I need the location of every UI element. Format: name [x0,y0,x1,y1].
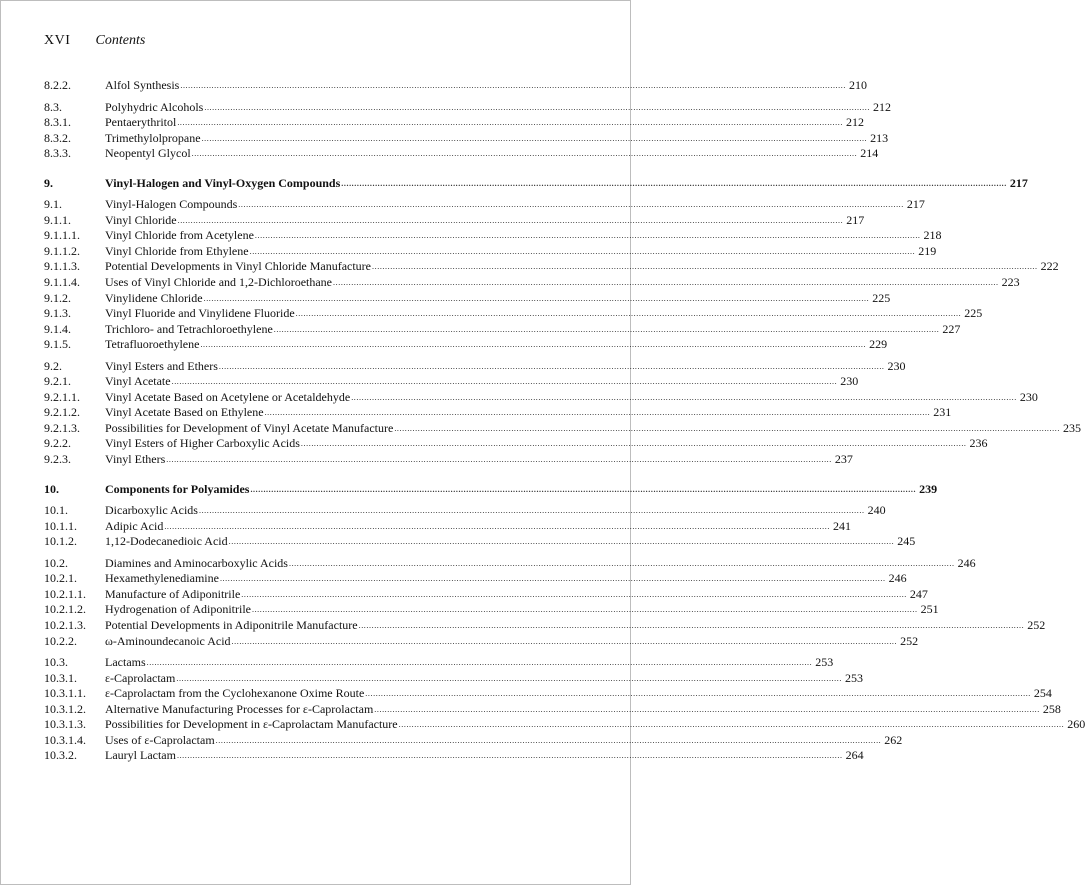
toc-dot-leader [203,291,871,307]
toc-section-number: 9.1.3. [44,306,71,321]
toc-section-number: 10.1. [44,503,68,518]
toc-section-title: Vinyl Chloride from Acetylene [105,228,254,243]
toc-section-title: Possibilities for Development of Vinyl Acetate Manufacture [105,420,394,435]
toc-entry[interactable] [44,655,834,671]
toc-section-title: Manufacture of Adiponitrile [105,586,241,601]
toc-section-number: 10.3. [44,655,68,670]
toc-section-number: 9.1.1.4. [44,275,80,290]
toc-entry[interactable] [44,452,853,468]
toc-section-number: 9.2.1.1. [44,389,80,404]
toc-entry[interactable] [44,374,859,390]
toc-entry[interactable] [44,420,1081,437]
toc-dot-leader [177,213,845,229]
toc-section-title: Vinyl Chloride from Ethylene [105,243,249,258]
toc-page-number: 213 [870,130,889,145]
toc-section-number: 9.1.1.3. [44,259,80,274]
toc-section-title: Alfol Synthesis [105,78,180,92]
toc-page-number: 219 [918,243,937,258]
toc-dot-leader [273,322,941,338]
toc-dot-leader [198,503,866,519]
toc-dot-leader [251,602,919,618]
toc-section-number: 8.3.2. [44,130,71,145]
toc-dot-leader [237,197,905,213]
toc-dot-leader [295,306,963,322]
toc-dot-leader [300,436,968,452]
toc-dot-leader [371,259,1039,275]
toc-section-title: Vinylidene Chloride [105,290,203,305]
toc-section-title: Lauryl Lactam [105,748,176,763]
toc-section-title: Vinyl-Halogen Compounds [105,197,238,212]
toc-section-title: Alternative Manufacturing Processes for ε-Caprolactam [105,701,374,716]
toc-page-number: 231 [933,405,952,420]
toc-section-number: 10.2. [44,555,68,570]
toc-page-number: 212 [872,99,891,114]
toc-entry[interactable] [44,78,867,94]
toc-section-title: Dicarboxylic Acids [105,503,198,518]
toc-entry[interactable] [44,243,937,260]
toc-dot-leader [240,587,908,603]
toc-section-number: 9.2.1.3. [44,420,80,435]
toc-dot-leader [203,100,871,116]
toc-section-title: Trimethylolpropane [105,130,201,145]
toc-section-title: Components for Polyamides [105,481,250,496]
toc-entry[interactable] [44,717,1085,733]
toc-entry[interactable] [44,633,919,650]
toc-entry[interactable] [44,518,851,535]
toc-section-number: 8.2.2. [44,78,71,92]
toc-page-number: 252 [1027,617,1046,632]
toc-dot-leader [249,482,917,498]
toc-page-number: 246 [957,555,976,570]
toc-page-number: 214 [860,146,879,161]
toc-dot-leader [176,115,844,131]
toc-entry[interactable] [44,99,891,116]
toc-page-number: 237 [834,452,853,467]
toc-page-number: 262 [884,732,903,747]
toc-section-number: 8.3.1. [44,115,71,130]
toc-page-number: 227 [942,321,961,336]
toc-dot-leader [364,686,1032,702]
toc-page-number: 225 [964,306,983,321]
toc-page-number: 217 [846,212,865,227]
toc-entry[interactable] [44,197,925,213]
toc-page-number: 223 [1001,275,1020,290]
toc-section-number: 10.2.1.1. [44,586,86,601]
toc-chapter-entry[interactable] [44,175,1028,192]
toc-page-number: 230 [887,358,906,373]
toc-section-number: 10.3.1.2. [44,701,86,716]
toc-dot-leader [191,146,859,162]
toc-section-number: 10.2.2. [44,633,77,648]
toc-section-title: Vinyl Ethers [105,452,166,467]
toc-section-number: 8.3.3. [44,146,71,161]
toc-section-title: Vinyl-Halogen and Vinyl-Oxygen Compounds [105,175,341,190]
toc-entry[interactable] [44,228,942,244]
toc-section-title: 1,12-Dodecanedioic Acid [105,534,228,549]
toc-section-title: Possibilities for Development in ε-Caprolactam Manufacture [105,717,398,732]
toc-entry[interactable] [44,503,886,519]
toc-section-title: Vinyl Acetate [105,374,171,389]
toc-dot-leader [179,78,847,94]
toc-page-number: 225 [872,290,891,305]
toc-chapter-entry[interactable] [44,481,938,498]
toc-section-title: Lactams [105,655,146,670]
toc-page-number: 229 [869,337,888,352]
toc-section-number: 10.2.1.2. [44,602,86,617]
toc-section-title: Trichloro- and Tetrachloroethylene [105,321,273,336]
table-of-contents [44,78,1085,764]
toc-page-number: 218 [923,228,942,243]
toc-dot-leader [228,534,896,550]
toc-page-number: 239 [919,481,938,496]
toc-entry[interactable] [44,275,1020,291]
toc-page-number: 235 [1062,420,1081,435]
toc-entry[interactable] [44,748,864,764]
toc-page-number: 222 [1040,259,1059,274]
toc-section-number: 9.1. [44,197,62,212]
toc-section-number: 9. [44,175,53,190]
toc-entry[interactable] [44,115,864,131]
toc-page-number: 217 [1009,175,1028,190]
toc-section-number: 10.3.1.1. [44,686,86,701]
toc-entry[interactable] [44,732,903,749]
toc-dot-leader [215,733,883,749]
toc-section-title: Hydrogenation of Adiponitrile [105,602,251,617]
toc-section-number: 8.3. [44,99,62,114]
toc-page-number: 247 [909,586,928,601]
toc-section-number: 9.2. [44,358,62,373]
toc-entry[interactable] [44,358,906,375]
toc-entry[interactable] [44,701,1061,718]
toc-section-number: 10.3.2. [44,748,77,763]
toc-section-title: Potential Developments in Vinyl Chloride Manufacture [105,259,372,274]
toc-entry[interactable] [44,337,888,353]
toc-page-number: 230 [840,374,859,389]
toc-entry[interactable] [44,321,961,338]
toc-section-number: 10.3.1.4. [44,732,86,747]
toc-page-number: 241 [832,518,851,533]
toc-page-number: 217 [906,197,925,212]
toc-dot-leader [171,374,839,390]
toc-entry[interactable] [44,686,1052,702]
toc-entry[interactable] [44,130,889,147]
toc-section-number: 9.1.2. [44,290,71,305]
toc-section-title: Vinyl Fluoride and Vinylidene Fluoride [105,306,295,321]
toc-section-title: Uses of ε-Caprolactam [105,732,215,747]
page-number: XVI [44,33,71,48]
toc-section-title: Potential Developments in Adiponitrile Manufacture [105,617,358,632]
toc-entry[interactable] [44,290,891,307]
toc-section-title: Vinyl Acetate Based on Ethylene [105,405,264,420]
toc-page-number: 236 [969,436,988,451]
toc-page-number: 253 [844,670,863,685]
toc-dot-leader [358,618,1026,634]
toc-section-number: 10.3.1. [44,670,77,685]
toc-page-number: 212 [845,115,864,130]
toc-page-number: 251 [920,602,939,617]
toc-dot-leader [231,634,899,650]
toc-dot-leader [288,556,956,572]
toc-section-number: 10.2.1.3. [44,617,86,632]
toc-entry[interactable] [44,617,1046,634]
toc-section-title: Tetrafluoroethylene [105,337,200,352]
toc-entry[interactable] [44,146,879,162]
toc-dot-leader [350,390,1018,406]
toc-section-number: 10.1.1. [44,518,77,533]
toc-section-title: Diamines and Aminocarboxylic Acids [105,555,288,570]
toc-page-number: 240 [867,503,886,518]
toc-section-title: Vinyl Chloride [105,212,177,227]
toc-dot-leader [219,571,887,587]
toc-page-number: 258 [1042,701,1061,716]
toc-section-title: Polyhydric Alcohols [105,99,204,114]
toc-dot-leader [340,176,1008,192]
toc-entry[interactable] [44,405,952,421]
toc-page-number: 260 [1067,717,1085,732]
toc-entry[interactable] [44,555,976,572]
toc-page-number: 254 [1033,686,1052,701]
toc-section-title: Adipic Acid [105,518,164,533]
running-title: Contents [95,33,146,48]
toc-entry[interactable] [44,436,988,452]
toc-dot-leader [201,131,869,147]
toc-entry[interactable] [44,534,916,550]
toc-entry[interactable] [44,212,865,229]
toc-dot-leader [249,244,917,260]
toc-entry[interactable] [44,259,1059,275]
toc-section-number: 9.1.5. [44,337,71,352]
toc-section-title: Neopentyl Glycol [105,146,191,161]
toc-section-title: ω-Aminoundecanoic Acid [105,633,231,648]
toc-section-number: 9.2.2. [44,436,71,451]
toc-section-title: Uses of Vinyl Chloride and 1,2-Dichloroethane [105,275,333,290]
running-header [44,33,145,49]
toc-section-title: Vinyl Esters of Higher Carboxylic Acids [105,436,300,451]
toc-dot-leader [146,655,814,671]
toc-section-title: Pentaerythritol [105,115,177,130]
toc-page-number: 264 [845,748,864,763]
toc-section-title: ε-Caprolactam [105,670,176,685]
toc-section-number: 9.1.4. [44,321,71,336]
toc-section-title: Vinyl Acetate Based on Acetylene or Acetaldehyde [105,389,351,404]
toc-section-number: 9.2.1.2. [44,405,80,420]
toc-section-title: Vinyl Esters and Ethers [105,358,218,373]
toc-entry[interactable] [44,670,863,687]
toc-section-number: 9.1.1.2. [44,243,80,258]
toc-dot-leader [165,452,833,468]
toc-dot-leader [163,519,831,535]
toc-section-number: 10.2.1. [44,571,77,586]
toc-dot-leader [393,421,1061,437]
toc-entry[interactable] [44,602,939,618]
toc-dot-leader [332,275,1000,291]
toc-dot-leader [398,717,1066,733]
toc-page-number: 230 [1019,389,1038,404]
toc-dot-leader [254,228,922,244]
toc-section-title: Hexamethylenediamine [105,571,219,586]
toc-section-number: 9.2.3. [44,452,71,467]
toc-page-number: 252 [900,633,919,648]
toc-section-number: 9.2.1. [44,374,71,389]
toc-dot-leader [218,359,886,375]
toc-page-number: 245 [897,534,916,549]
toc-dot-leader [264,405,932,421]
toc-page-number: 253 [815,655,834,670]
toc-dot-leader [373,702,1041,718]
toc-entry[interactable] [44,306,983,322]
toc-entry[interactable] [44,586,928,603]
toc-dot-leader [175,671,843,687]
toc-section-number: 9.1.1.1. [44,228,80,243]
toc-section-number: 10.1.2. [44,534,77,549]
toc-dot-leader [199,337,867,353]
toc-entry[interactable] [44,389,1038,406]
toc-section-number: 10. [44,481,59,496]
toc-section-number: 9.1.1. [44,212,71,227]
toc-page-number: 246 [888,571,907,586]
toc-dot-leader [176,748,844,764]
toc-page-number: 210 [848,78,867,92]
toc-section-number: 10.3.1.3. [44,717,86,732]
toc-section-title: ε-Caprolactam from the Cyclohexanone Oxime Route [105,686,365,701]
toc-entry[interactable] [44,571,907,587]
